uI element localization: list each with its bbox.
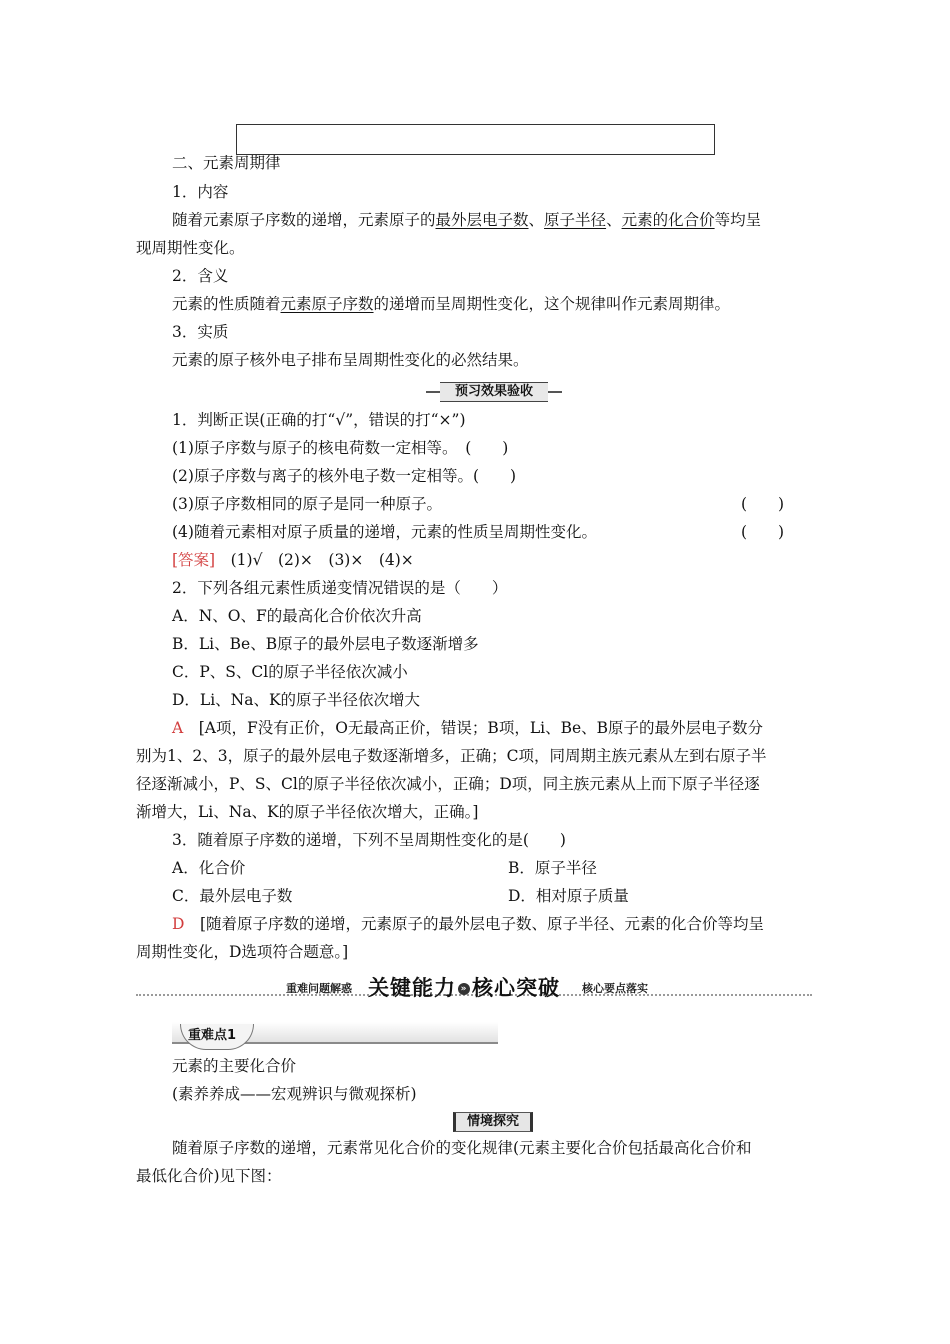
q2-explanation-cont: 别为1、2、3，原子的最外层电子数逐渐增多，正确；C项，同周期主族元素从左到右原子半 [136,747,767,765]
case-study-tag: 情境探究 [453,1112,533,1132]
preview-banner-label: 预习效果验收 [440,382,548,402]
banner-left-caption: 重难问题解惑 [286,982,352,995]
text: [A项，F没有正价，O无最高正价，错误；B项，Li、Be、B原子的最外层电子数分 [198,719,764,737]
q2-explanation-cont: 径逐渐减小，P、S、Cl的原子半径依次减小，正确；D项，同主族元素从上而下原子半径逐 [136,775,760,793]
answer-text: (1)√ (2)× (3)× (4)× [230,551,414,569]
text: 随着元素原子序数的递增，元素原子的 [172,211,436,229]
keypoint-label: 重难点1 [188,1028,237,1043]
essence-paragraph: 元素的原子核外电子排布呈周期性变化的必然结果。 [172,351,529,369]
q2-answer: A [172,719,184,737]
answer-paren: ( ) [741,523,785,541]
q2-option-b: B．Li、Be、B原子的最外层电子数逐渐增多 [172,635,479,653]
text: [随着原子序数的递增，元素原子的最外层电子数、原子半径、元素的化合价等均呈 [199,915,765,933]
q2-explanation [172,718,763,738]
essence-heading: 3．实质 [172,323,229,341]
q2-explanation-cont: 渐增大，Li、Na、K的原子半径依次增大，正确。] [136,803,479,821]
banner-right-caption: 核心要点落实 [582,982,648,995]
text: 、 [606,211,622,229]
q1-item: (2)原子序数与离子的核外电子数一定相等。( ) [172,467,517,485]
q1-answer [172,550,414,570]
q3-stem: 3．随着原子序数的递增，下列不呈周期性变化的是( ) [172,831,566,849]
key-term: 元素的化合价 [621,211,715,229]
banner-title-b: 核心突破 [472,976,560,1000]
content-paragraph-cont: 现周期性变化。 [136,239,245,257]
answer-paren: ( ) [741,495,785,513]
banner-title-a: 关键能力 [368,976,456,1000]
text: 元素的性质随着 [172,295,281,313]
q3-explanation-cont: 周期性变化，D选项符合题意。] [136,943,349,961]
key-term: 原子半径 [544,211,607,229]
content-paragraph [172,210,761,230]
meaning-paragraph [172,294,730,314]
section-heading: 二、元素周期律 [172,154,281,172]
text: 、 [528,211,545,229]
arrow-icon: » [458,983,470,995]
q1-stem: 1．判断正误(正确的打“√”，错误的打“×”) [172,411,466,429]
q3-option-a: A．化合价 [172,859,246,877]
intro-paragraph-cont: 最低化合价)见下图： [136,1167,282,1185]
meaning-heading: 2．含义 [172,267,229,285]
key-term: 元素原子序数 [280,295,374,313]
q2-stem: 2．下列各组元素性质递变情况错误的是（ ） [172,579,508,597]
answer-label: [答案] [172,551,216,569]
q3-answer: D [172,915,185,933]
banner-title [368,972,560,1002]
preview-banner [426,382,562,402]
q2-option-d: D．Li、Na、K的原子半径依次增大 [172,691,421,709]
keypoint-subtitle: (素养养成——宏观辨识与微观探析) [172,1085,417,1103]
q1-item: (3)原子序数相同的原子是同一种原子。 [172,495,442,513]
q3-explanation [172,914,764,934]
q3-option-b: B．原子半径 [508,859,597,877]
q1-item: (1)原子序数与原子的核电荷数一定相等。 ( ) [172,439,509,457]
keypoint-title: 元素的主要化合价 [172,1057,297,1075]
q3-option-c: C．最外层电子数 [172,887,293,905]
text: 等均呈 [714,211,762,229]
q1-item: (4)随着元素相对原子质量的递增，元素的性质呈周期性变化。 [172,523,597,541]
blank-frame [236,124,715,155]
keypoint-tag [172,1022,498,1046]
key-term: 最外层电子数 [435,211,529,229]
q2-option-c: C．P、S、Cl的原子半径依次减小 [172,663,408,681]
chapter-banner [136,970,812,1002]
text: 的递增而呈周期性变化，这个规律叫作元素周期律。 [373,295,731,313]
content-heading: 1．内容 [172,183,229,201]
intro-paragraph: 随着原子序数的递增，元素常见化合价的变化规律(元素主要化合价包括最高化合价和 [172,1139,752,1157]
q3-option-d: D．相对原子质量 [508,887,629,905]
q2-option-a: A．N、O、F的最高化合价依次升高 [172,607,422,625]
